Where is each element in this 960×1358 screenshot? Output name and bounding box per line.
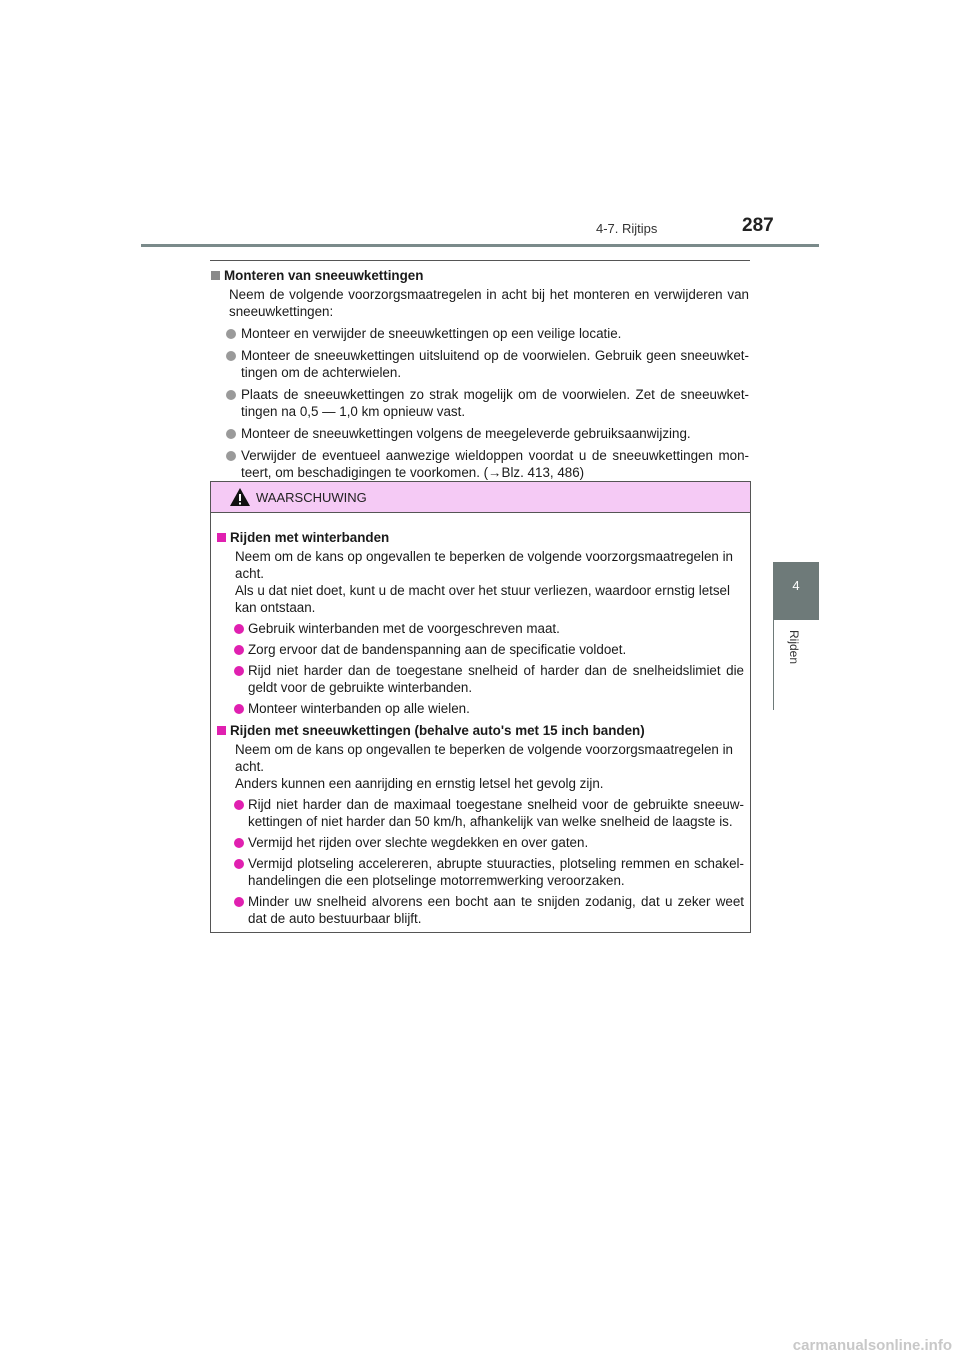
- list-item: Plaats de sneeuwkettingen zo strak mogelijk om de voorwielen. Zet de sneeuwket-tingen na 0,5 — 1,0 km opnieuw vast.: [211, 386, 749, 420]
- list-item: Monteer de sneeuwkettingen volgens de meegeleverde gebruiksaanwijzing.: [211, 425, 749, 442]
- list-item: Monteer en verwijder de sneeuwkettingen op een veilige locatie.: [211, 325, 749, 342]
- warning-header: [211, 482, 750, 513]
- bullet-dot-icon: [226, 451, 236, 461]
- warning-section-title: Rijden met winterbanden: [217, 529, 744, 546]
- warning-intro: Neem om de kans op ongevallen te beperken de volgende voorzorgsmaatregelen in acht.: [235, 549, 734, 581]
- chapter-tab: [773, 562, 819, 620]
- bullet-dot-icon: [226, 351, 236, 361]
- bullet-dot-icon: [226, 329, 236, 339]
- section-snow-chains: [211, 267, 749, 481]
- list-item: Monteer winterbanden op alle wielen.: [217, 700, 744, 717]
- bullet-dot-icon: [234, 800, 244, 810]
- warning-intro: Neem om de kans op ongevallen te beperken de volgende voorzorgsmaatregelen in acht.: [235, 742, 734, 774]
- warning-intro: Anders kunnen een aanrijding en ernstig letsel het gevolg zijn.: [235, 776, 604, 791]
- list-item: Vermijd het rijden over slechte wegdekken en over gaten.: [217, 834, 744, 851]
- watermark: carmanualsonline.info: [792, 1337, 952, 1354]
- bullet-dot-icon: [234, 666, 244, 676]
- bullet-dot-icon: [234, 704, 244, 714]
- warning-intro: Als u dat niet doet, kunt u de macht over het stuur verliezen, waardoor ernstig letsel kan ontstaan.: [235, 583, 730, 615]
- square-bullet-icon: [211, 271, 220, 280]
- section-title: Monteren van sneeuwkettingen: [211, 267, 749, 284]
- header-divider: [141, 244, 819, 247]
- section-intro: Neem de volgende voorzorgsmaatregelen in acht bij het monteren en verwijderen van sneeuwkettingen:: [229, 287, 749, 319]
- bullet-dot-icon: [234, 645, 244, 655]
- list-item: Monteer de sneeuwkettingen uitsluitend op de voorwielen. Gebruik geen sneeuwket-tingen om de achterwielen.: [211, 347, 749, 381]
- page-number: 287: [742, 215, 774, 236]
- bullet-dot-icon: [234, 897, 244, 907]
- chapter-number: 4: [792, 578, 800, 593]
- bullet-dot-icon: [234, 859, 244, 869]
- list-item: Rijd niet harder dan de maximaal toegestane snelheid voor de gebruikte sneeuw-kettingen of niet harder dan 50 km/h, afhankelijk van welke snelheid de laagste is.: [217, 796, 744, 830]
- chapter-tab-line: [773, 620, 774, 710]
- warning-title: WAARSCHUWING: [256, 490, 367, 505]
- warning-body: [211, 513, 750, 927]
- content-top-rule: [210, 260, 750, 261]
- list-item: Gebruik winterbanden met de voorgeschreven maat.: [217, 620, 744, 637]
- bullet-dot-icon: [234, 838, 244, 848]
- list-item: Verwijder de eventueel aanwezige wieldoppen voordat u de sneeuwkettingen mon-teert, om beschadigingen te voorkomen. (→Blz. 413, 486): [211, 447, 749, 481]
- warning-triangle-icon: [229, 487, 251, 507]
- square-bullet-icon: [217, 533, 226, 542]
- warning-section-title: Rijden met sneeuwkettingen (behalve auto's met 15 inch banden): [217, 722, 744, 739]
- list-item: Minder uw snelheid alvorens een bocht aan te snijden zodanig, dat u zeker weet dat de auto bestuurbaar blijft.: [217, 893, 744, 927]
- section-header: 4-7. Rijtips: [596, 221, 658, 236]
- bullet-dot-icon: [226, 429, 236, 439]
- warning-box: [210, 481, 751, 933]
- square-bullet-icon: [217, 726, 226, 735]
- chapter-label: Rijden: [787, 630, 801, 665]
- list-item: Vermijd plotseling accelereren, abrupte stuuracties, plotseling remmen en schakel-handelingen die een plotselinge motorremwerking veroorzaken.: [217, 855, 744, 889]
- bullet-dot-icon: [234, 624, 244, 634]
- list-item: Zorg ervoor dat de bandenspanning aan de specificatie voldoet.: [217, 641, 744, 658]
- bullet-dot-icon: [226, 390, 236, 400]
- list-item: Rijd niet harder dan de toegestane snelheid of harder dan de snelheidslimiet die geldt voor de gebruikte winterbanden.: [217, 662, 744, 696]
